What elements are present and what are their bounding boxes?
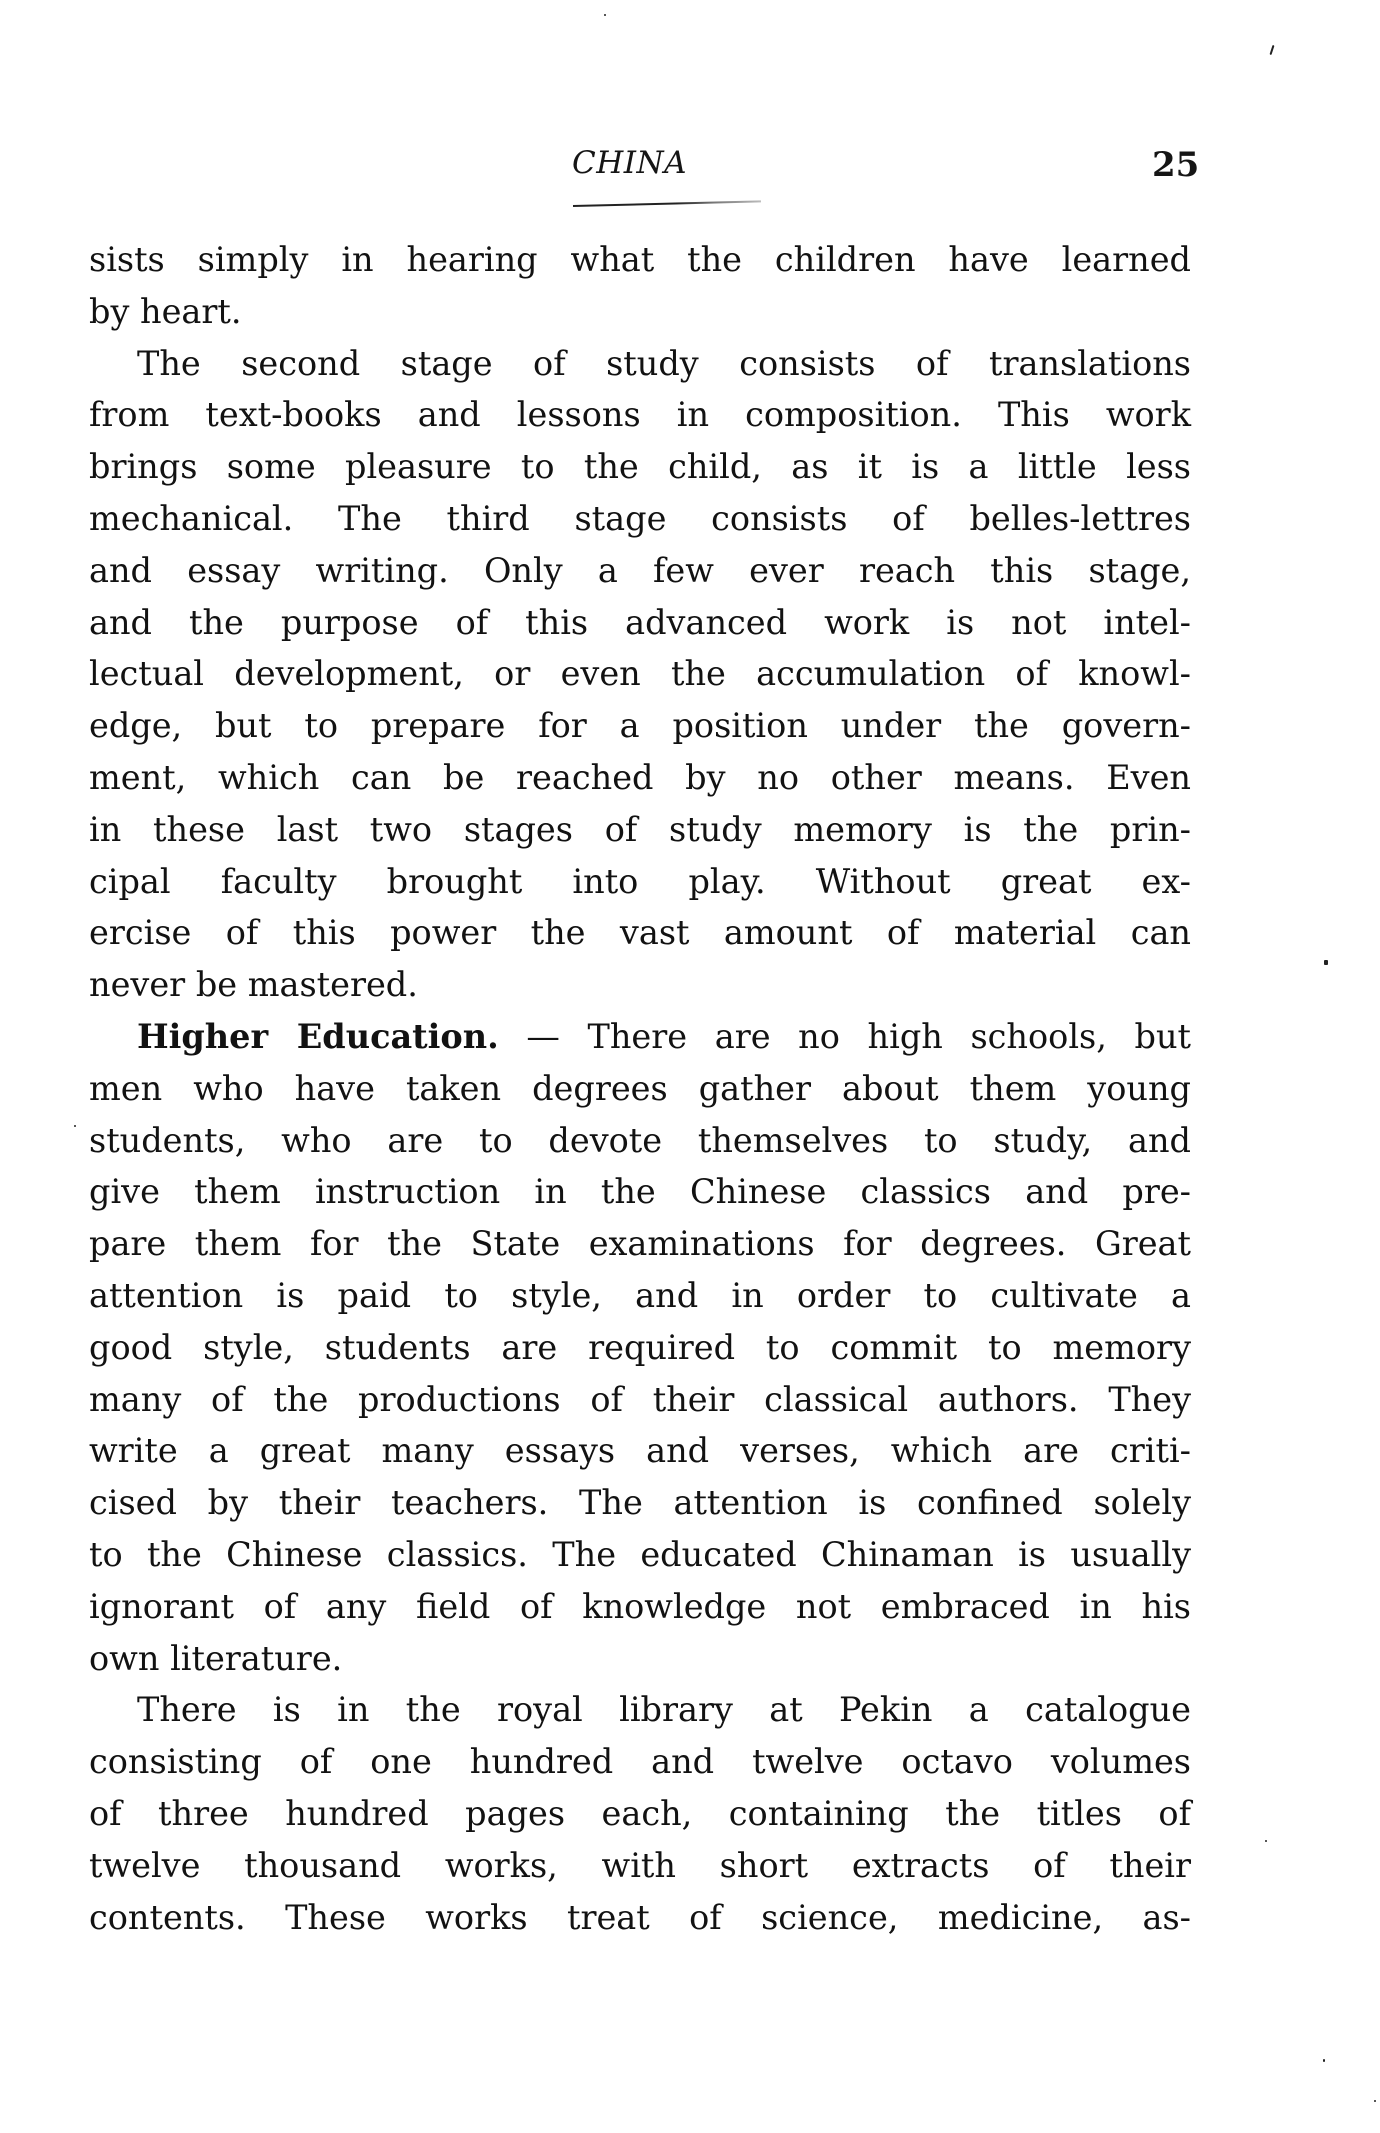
- header-rule: [573, 200, 761, 207]
- scan-speck: [604, 14, 606, 16]
- text-line: contents. These works treat of science, medicine, as-: [89, 1897, 1191, 1937]
- text-line: edge, but to prepare for a position under the govern-: [89, 706, 1191, 746]
- scan-speck: [1323, 2059, 1325, 2062]
- text-line: many of the productions of their classical authors. They: [89, 1379, 1191, 1419]
- text-run: — There are no high schools, but: [498, 1016, 1191, 1056]
- text-line: never be mastered.: [89, 965, 418, 1005]
- text-line: brings some pleasure to the child, as it is a little less: [89, 447, 1191, 487]
- text-line: give them instruction in the Chinese classics and pre-: [89, 1172, 1191, 1212]
- text-line: consisting of one hundred and twelve octavo volumes: [89, 1742, 1191, 1782]
- text-line: ercise of this power the vast amount of material can: [89, 913, 1191, 953]
- scan-speck: [1374, 2100, 1376, 2102]
- text-line: and the purpose of this advanced work is not intel-: [89, 602, 1191, 642]
- paragraph-first-line: The second stage of study consists of translations: [137, 343, 1191, 383]
- text-line: of three hundred pages each, containing the titles of: [89, 1793, 1191, 1833]
- text-line: ignorant of any field of knowledge not embraced in his: [89, 1586, 1191, 1626]
- section-heading-line: [89, 1011, 1191, 1063]
- text-line: men who have taken degrees gather about them young: [89, 1068, 1191, 1108]
- text-line: mechanical. The third stage consists of belles-lettres: [89, 498, 1191, 538]
- text-line: cipal faculty brought into play. Without great ex-: [89, 861, 1191, 901]
- text-line: own literature.: [89, 1638, 343, 1678]
- paragraph-first-line: There is in the royal library at Pekin a catalogue: [137, 1690, 1191, 1730]
- running-head-title: CHINA: [572, 145, 688, 181]
- body-text: [89, 234, 1191, 1943]
- text-line: and essay writing. Only a few ever reach this stage,: [89, 550, 1191, 590]
- page-number: 25: [1152, 145, 1200, 185]
- text-line: good style, students are required to commit to memory: [89, 1327, 1191, 1367]
- text-line: lectual development, or even the accumulation of knowl-: [89, 654, 1191, 694]
- text-line: students, who are to devote themselves to study, and: [89, 1120, 1191, 1160]
- text-line: from text-books and lessons in composition. This work: [89, 395, 1191, 435]
- text-line: attention is paid to style, and in order to cultivate a: [89, 1275, 1191, 1315]
- text-line: twelve thousand works, with short extracts of their: [89, 1845, 1191, 1885]
- section-run-in-heading: Higher Education.: [137, 1016, 499, 1056]
- text-line: cised by their teachers. The attention is confined solely: [89, 1483, 1191, 1523]
- scan-speck: [1324, 960, 1328, 965]
- text-line: by heart.: [89, 291, 242, 331]
- text-line: sists simply in hearing what the children have learned: [89, 240, 1191, 279]
- text-line: in these last two stages of study memory is the prin-: [89, 809, 1191, 849]
- text-line: to the Chinese classics. The educated Chinaman is usually: [89, 1534, 1191, 1574]
- running-head: [0, 0, 1380, 230]
- text-line: ment, which can be reached by no other means. Even: [89, 757, 1191, 797]
- text-line: write a great many essays and verses, which are criti-: [89, 1431, 1191, 1471]
- text-line: pare them for the State examinations for degrees. Great: [89, 1224, 1191, 1264]
- scan-speck: [1265, 1840, 1267, 1842]
- scan-speck: [74, 1125, 76, 1127]
